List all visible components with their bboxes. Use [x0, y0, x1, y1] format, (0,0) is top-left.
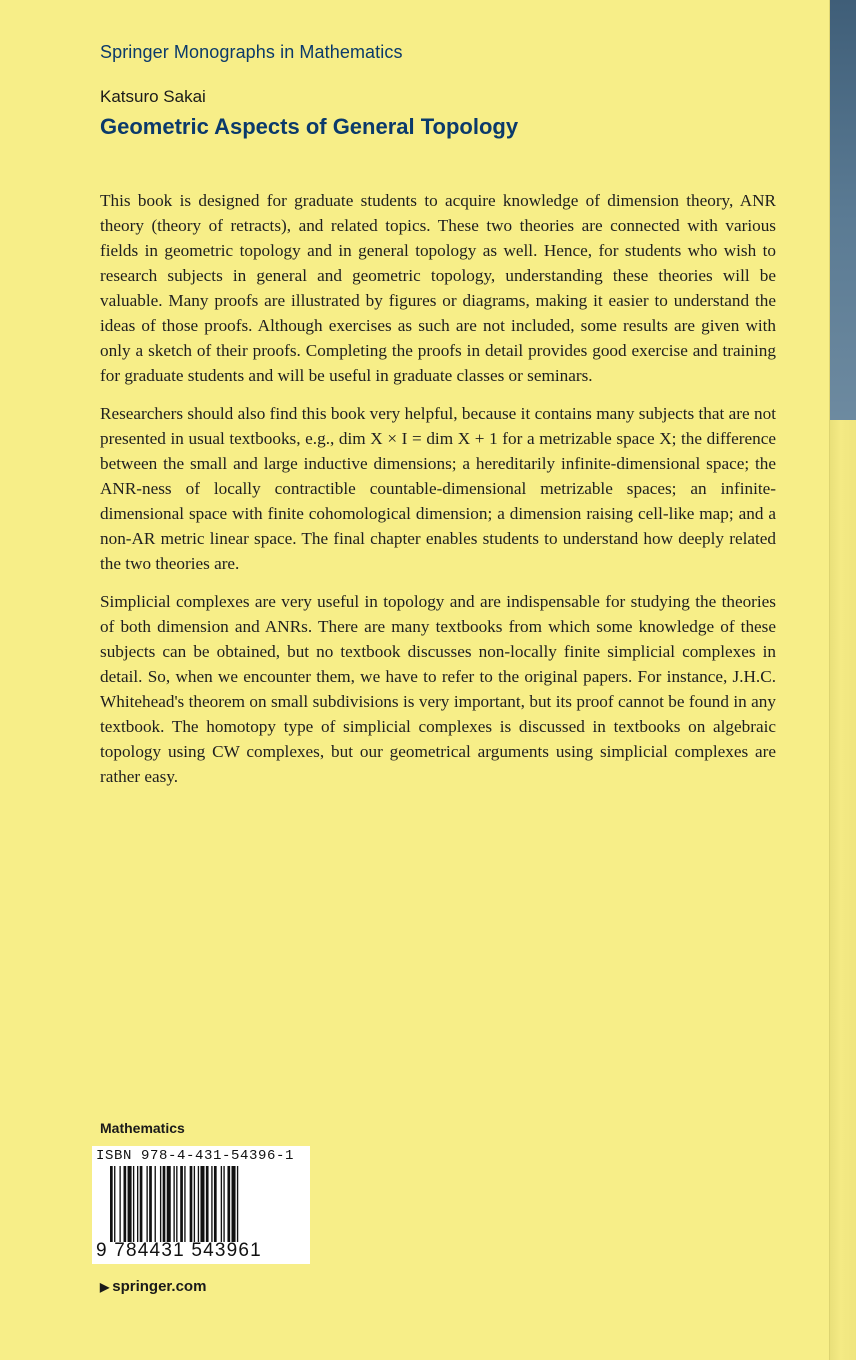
barcode-bar: [232, 1166, 236, 1242]
barcode-bar: [237, 1166, 238, 1242]
barcode-bar: [194, 1166, 195, 1242]
barcode-bar: [173, 1166, 174, 1242]
barcode-bar: [155, 1166, 156, 1242]
spine-color-band: [830, 0, 856, 420]
barcode-bar: [124, 1166, 127, 1242]
blurb-paragraph-3: Simplicial complexes are very useful in topology and are indispensable for studying the theories of both dimension and ANRs. There are many textbooks from which some knowledge of these subjects can be obtained, but no textbook discusses non-locally finite simplicial complexes in detail. So, when we encounter them, we have to refer to the original papers. For instance, J.H.C. Whitehead's theorem on small subdivisions is very important, but its proof cannot be found in any textbook. The homotopy type of simplicial complexes is discussed in textbooks on algebraic topology using CW complexes, but our geometrical arguments using simplicial complexes are rather easy.: [100, 592, 776, 786]
barcode-bar: [146, 1166, 147, 1242]
barcode-bar: [206, 1166, 209, 1242]
barcode-bar: [221, 1166, 222, 1242]
barcode-bars: [110, 1166, 302, 1242]
subject-category: Mathematics: [100, 1120, 185, 1136]
author-name: Katsuro Sakai: [100, 87, 206, 106]
triangle-right-icon: ▶: [100, 1280, 110, 1294]
barcode-bar: [214, 1166, 217, 1242]
barcode-bar: [163, 1166, 166, 1242]
barcode-bar: [137, 1166, 138, 1242]
barcode-bar: [198, 1166, 199, 1242]
isbn-barcode: [92, 1146, 310, 1264]
barcode-bar: [223, 1166, 224, 1242]
barcode-bar: [119, 1166, 120, 1242]
series-name: Springer Monographs in Mathematics: [100, 42, 403, 62]
barcode-bar: [140, 1166, 143, 1242]
barcode-bar: [211, 1166, 212, 1242]
barcode-bar: [114, 1166, 115, 1242]
barcode-bar: [227, 1166, 230, 1242]
barcode-bar: [149, 1166, 152, 1242]
barcode-bar: [176, 1166, 177, 1242]
blurb-paragraph-2: Researchers should also find this book very helpful, because it contains many subjects that are not presented in usual textbooks, e.g., dim X × I = dim X + 1 for a metrizable space X; the difference between the small and large inductive dimensions; a hereditarily infinite-dimensional space; the ANR-ness of locally contractible countable-dimensional metrizable spaces; an infinite-dimensional space with finite cohomological dimension; a dimension raising cell-like map; and a non-AR metric linear space. The final chapter enables students to understand how deeply related the two theories are.: [100, 404, 776, 573]
barcode-bar: [190, 1166, 193, 1242]
book-title: Geometric Aspects of General Topology: [100, 114, 519, 139]
isbn-label: ISBN 978-4-431-54396-1: [96, 1148, 295, 1164]
website-link[interactable]: [100, 1278, 206, 1295]
barcode-bar: [180, 1166, 183, 1242]
barcode-bar: [167, 1166, 171, 1242]
barcode-bar: [160, 1166, 161, 1242]
barcode-bar: [184, 1166, 185, 1242]
website-text: springer.com: [112, 1278, 207, 1295]
barcode-bar: [110, 1166, 113, 1242]
ean-digits: 9 784431 543961: [96, 1240, 262, 1261]
barcode-bar: [128, 1166, 132, 1242]
blurb-paragraph-1: This book is designed for graduate students to acquire knowledge of dimension theory, ANR theory (theory of retracts), and related topics. These two theories are connected with various fields in geometric topology and in general topology as well. Hence, for students who wish to research subjects in general and geometric topology, understanding these theories will be valuable. Many proofs are illustrated by figures or diagrams, making it easier to understand the ideas of those proofs. Although exercises as such are not included, some results are given with only a sketch of their proofs. Completing the proofs in detail provides good exercise and training for graduate students and will be useful in graduate classes or seminars.: [100, 191, 776, 385]
barcode-bar: [200, 1166, 204, 1242]
back-cover-blurb: [100, 188, 776, 802]
barcode-bar: [133, 1166, 134, 1242]
